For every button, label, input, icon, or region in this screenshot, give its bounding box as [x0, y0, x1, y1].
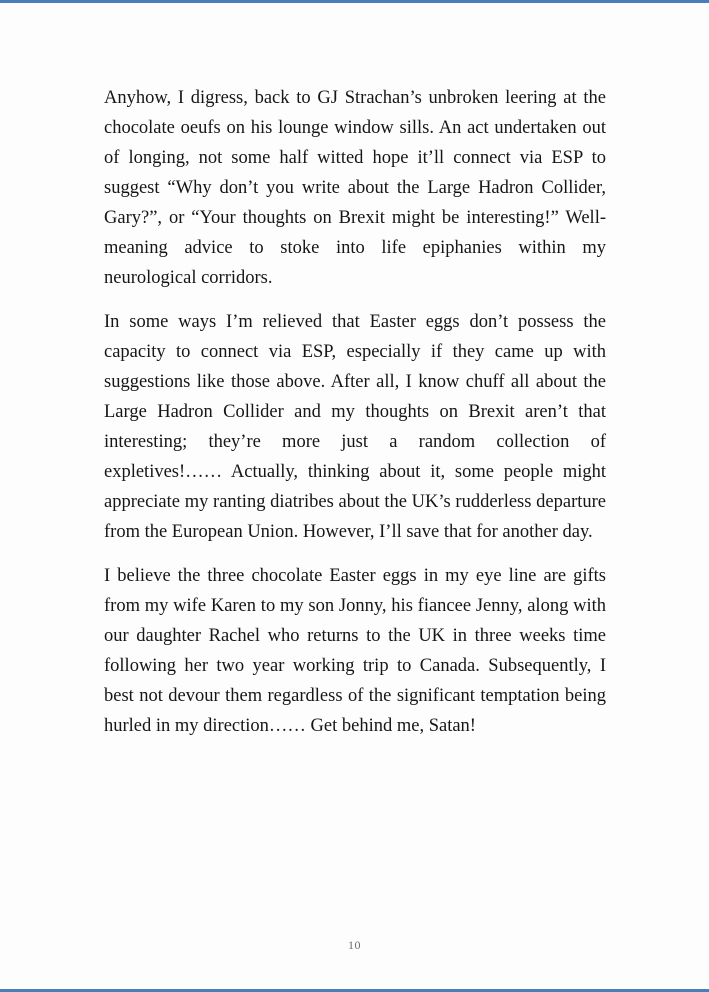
page-content	[104, 83, 606, 755]
paragraph-1: Anyhow, I digress, back to GJ Strachan’s unbroken leering at the chocolate oeufs on his lounge window sills. An act undertaken out of longing, not some half witted hope it’ll connect via ESP to suggest “Why don’t you write about the Large Hadron Collider, Gary?”, or “Your thoughts on Brexit might be interesting!” Well-meaning advice to stoke into life epiphanies within my neurological corridors.	[104, 88, 606, 288]
paragraph-2: In some ways I’m relieved that Easter eggs don’t possess the capacity to connect via ESP, especially if they came up with suggestions like those above. After all, I know chuff all about the Large Hadron Collider and my thoughts on Brexit aren’t that interesting; they’re more just a random collection of expletives!…… Actually, thinking about it, some people might appreciate my ranting diatribes about the UK’s rudderless departure from the European Union. However, I’ll save that for another day.	[104, 312, 606, 542]
paragraph-3: I believe the three chocolate Easter eggs in my eye line are gifts from my wife Karen to my son Jonny, his fiancee Jenny, along with our daughter Rachel who returns to the UK in three weeks time following her two year working trip to Canada. Subsequently, I best not devour them regardless of the significant temptation being hurled in my direction…… Get behind me, Satan!	[104, 566, 606, 736]
page-number: 10	[348, 938, 361, 952]
